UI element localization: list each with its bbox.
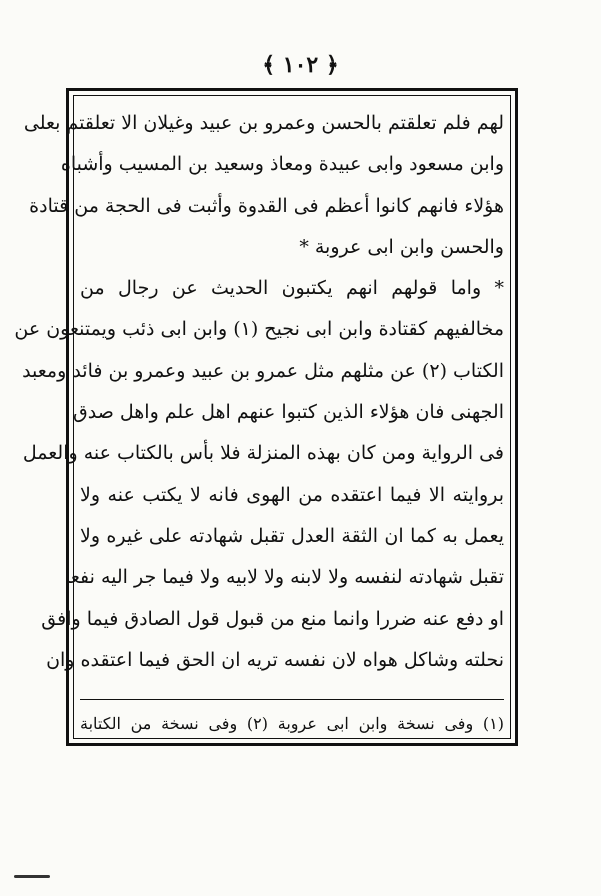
text-line: هؤلاء فانهم كانوا أعظم فى القدوة وأثبت فى الحجة من قتادة [29, 194, 504, 217]
text-line: والحسن وابن ابى عروبة * [299, 235, 504, 258]
text-line: الكتاب (٢) عن مثلهم مثل عمرو بن عبيد وعمرو بن فائد ومعبد [22, 359, 504, 382]
text-line: لهم فلم تعلقتم بالحسن وعمرو بن عبيد وغيلان الا تعلقتم بعلى [23, 112, 504, 134]
footnotes: (١) وفى نسخة وابن ابى عروبة (٢) وفى نسخة من الكتابة [80, 714, 505, 733]
text-line: الجهنى فان هؤلاء الذين كتبوا عنهم اهل علم واهل صدق [73, 401, 504, 424]
text-line: وابن مسعود وابى عبيدة ومعاذ وسعيد بن المسيب وأشباه [60, 153, 504, 176]
text-line: فى الرواية ومن كان بهذه المنزلة فلا بأس بالكتاب عنه والعمل [22, 442, 504, 465]
text-line: نحلته وشاكل هواه لان نفسه تريه ان الحق فيما اعتقده وان [46, 648, 504, 671]
stray-mark [14, 875, 50, 878]
text-line: يعمل به كما ان الثقة العدل تقبل شهادته على غيره ولا [80, 524, 504, 547]
text-line: او دفع عنه ضررا وانما منع من قبول قول الصادق فيما وافق [41, 607, 504, 630]
text-body [14, 103, 504, 693]
text-line: بروايته الا فيما اعتقده من الهوى فانه لا يكتب عنه ولا [80, 483, 504, 506]
text-line: تقبل شهادته لنفسه ولا لابنه ولا لابيه ولا فيما جر اليه نفعا [65, 566, 504, 589]
page-number: ﴿ ١٠٢ ﴾ [262, 52, 339, 78]
footnote-separator [80, 699, 504, 700]
text-line: مخالفيهم كقتادة وابن ابى نجيح (١) وابن ابى ذئب ويمتنعون عن [14, 318, 504, 341]
text-line: * واما قولهم انهم يكتبون الحديث عن رجال من [80, 277, 504, 300]
